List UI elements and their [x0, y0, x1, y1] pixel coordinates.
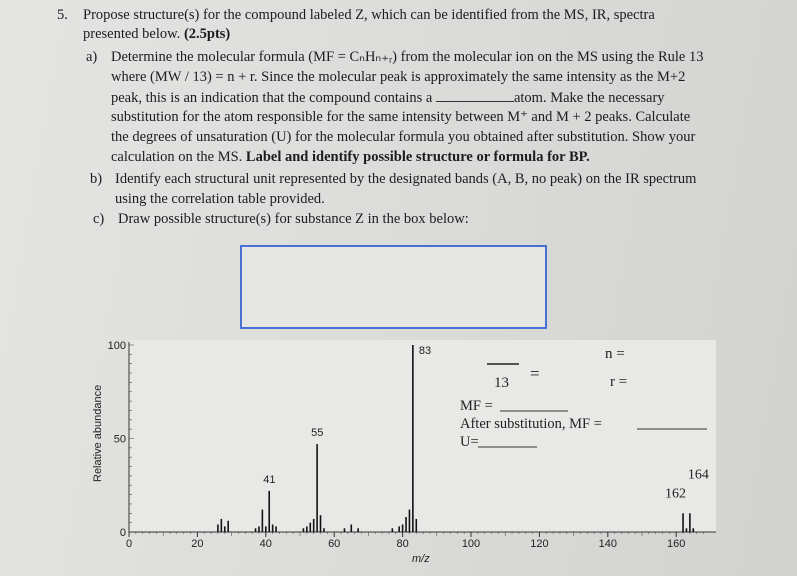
- n-equals: n =: [605, 346, 625, 362]
- y-tick-label-0: 0: [119, 527, 126, 539]
- x-minor-ticks: [129, 532, 704, 536]
- part-a-line-6-text: calculation on the MS.: [111, 149, 246, 165]
- x-tick-labels: [126, 532, 685, 550]
- x-axis-label: m/z: [412, 553, 430, 565]
- x-tick-label-160: 160: [667, 538, 686, 550]
- question-line-1: Propose structure(s) for the compound labeled Z, which can be identified from the MS, IR, spectra: [83, 7, 655, 23]
- part-c-line-1: Draw possible structure(s) for substance Z in the box below:: [118, 211, 469, 227]
- x-tick-label-40: 40: [259, 538, 272, 550]
- thirteen-denominator: 13: [494, 375, 509, 391]
- question-line-2-text: presented below.: [83, 26, 184, 42]
- x-tick-label-0: 0: [125, 538, 133, 550]
- part-a-label: a): [86, 49, 98, 65]
- question-points: (2.5pts): [183, 26, 231, 42]
- x-tick-label-100: 100: [461, 538, 481, 550]
- x-tick-label-80: 80: [396, 538, 409, 550]
- peak-label-162: 162: [665, 486, 687, 502]
- x-tick-label-60: 60: [328, 538, 341, 550]
- y-tick-label-50: 50: [113, 433, 126, 446]
- y-tick-labels: [108, 340, 126, 539]
- part-c-label: c): [93, 211, 105, 227]
- part-a-line-6-bold: Label and identify possible structure or formula for BP.: [245, 149, 590, 165]
- after-substitution-label: After substitution, MF =: [460, 416, 602, 432]
- part-a-line-2: where (MW / 13) = n + r. Since the molecular peak is approximately the same intensity as the M+2: [111, 69, 686, 85]
- r-equals: r =: [610, 374, 628, 390]
- equals-sign: =: [530, 364, 540, 383]
- peak-label-164: 164: [687, 467, 709, 483]
- part-a-line-5: the degrees of unsaturation (U) for the molecular formula you obtained after substitution. Show your: [111, 129, 696, 145]
- part-a-line-1: Determine the molecular formula (MF = CₙHₙ₊ᵣ) from the molecular ion on the MS using the Rule 13: [111, 49, 704, 65]
- peak-label-55: 55: [311, 427, 324, 440]
- unsaturation-label: U=: [460, 434, 479, 450]
- part-b-line-1: Identify each structural unit represented by the designated bands (A, B, no peak) on the IR spectrum: [115, 171, 697, 187]
- x-tick-label-140: 140: [598, 538, 617, 550]
- mf-label: MF =: [460, 398, 493, 414]
- chart-plot-area: [129, 340, 716, 532]
- part-b-label: b): [90, 171, 103, 187]
- part-a-line-4: substitution for the atom responsible for the same intensity between M⁺ and M + 2 peaks. Calculate: [111, 109, 691, 125]
- part-b-line-2: using the correlation table provided.: [115, 191, 325, 207]
- y-tick-label-100: 100: [107, 340, 126, 352]
- peak-label-41: 41: [263, 473, 276, 486]
- x-tick-label-20: 20: [191, 538, 204, 550]
- part-a-line-3-start: peak, this is an indication that the compound contains a: [111, 90, 433, 106]
- peak-label-83: 83: [418, 345, 432, 357]
- x-tick-label-120: 120: [530, 538, 549, 550]
- y-axis-label: Relative abundance: [92, 384, 104, 482]
- part-a-line-3-end: atom. Make the necessary: [513, 90, 665, 106]
- question-number: 5.: [57, 7, 68, 23]
